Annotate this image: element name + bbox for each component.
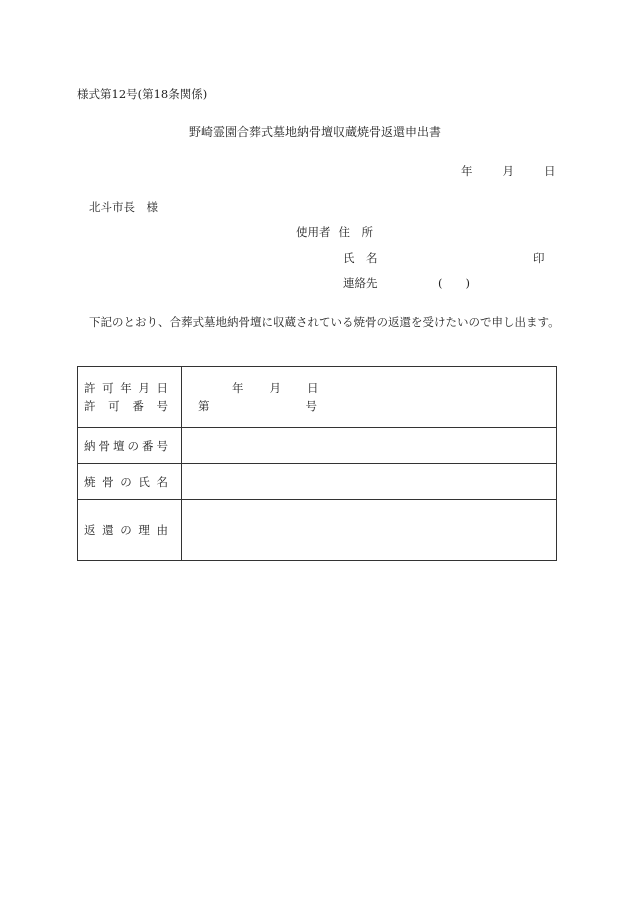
permit-value-cell[interactable] <box>182 367 557 428</box>
niche-number-label: 納 骨 壇 の 番 号 <box>84 438 168 453</box>
document-title: 野崎霊園合葬式墓地納骨壇収蔵焼骨返還申出書 <box>188 125 441 139</box>
reason-label-cell <box>78 500 182 561</box>
form-number: 様式第12号(第18条関係) <box>77 87 208 101</box>
table-row-reason <box>78 500 557 561</box>
permit-number-value: 第 号 <box>198 399 317 413</box>
return-reason-label: 返 還 の 理 由 <box>84 523 168 537</box>
permit-date-value: 年 月 日 <box>232 381 319 395</box>
table-row-remains <box>78 464 557 500</box>
permit-number-label: 許 可 番 号 <box>84 399 168 413</box>
applicant-name-label: 氏 名 <box>343 251 378 265</box>
applicant-role-label: 使用者 <box>296 225 331 239</box>
seal-label: 印 <box>533 251 545 265</box>
niche-number-field[interactable] <box>182 428 557 464</box>
table-row-niche <box>78 428 557 464</box>
remains-name-label: 焼 骨 の 氏 名 <box>84 474 168 489</box>
submission-date <box>461 163 556 179</box>
niche-label-cell <box>78 428 182 464</box>
date-month-label: 月 <box>502 164 514 178</box>
return-reason-field[interactable] <box>182 500 557 561</box>
contact-phone-paren: ( ) <box>438 276 470 290</box>
date-year-label: 年 <box>461 164 473 178</box>
address-label: 住 所 <box>338 225 373 239</box>
date-day-label: 日 <box>544 164 556 178</box>
remains-label-cell <box>78 464 182 500</box>
remains-name-field[interactable] <box>182 464 557 500</box>
addressee: 北斗市長 様 <box>89 200 158 214</box>
permit-label-cell <box>78 367 182 428</box>
request-table <box>77 366 557 561</box>
contact-label: 連絡先 <box>343 276 378 290</box>
table-row-permit <box>78 367 557 428</box>
permit-date-label: 許 可 年 月 日 <box>84 381 168 395</box>
statement-text: 下記のとおり、合葬式墓地納骨壇に収蔵されている焼骨の返還を受けたいので申し出ます。 <box>89 315 560 329</box>
applicant-address-row <box>296 224 373 240</box>
